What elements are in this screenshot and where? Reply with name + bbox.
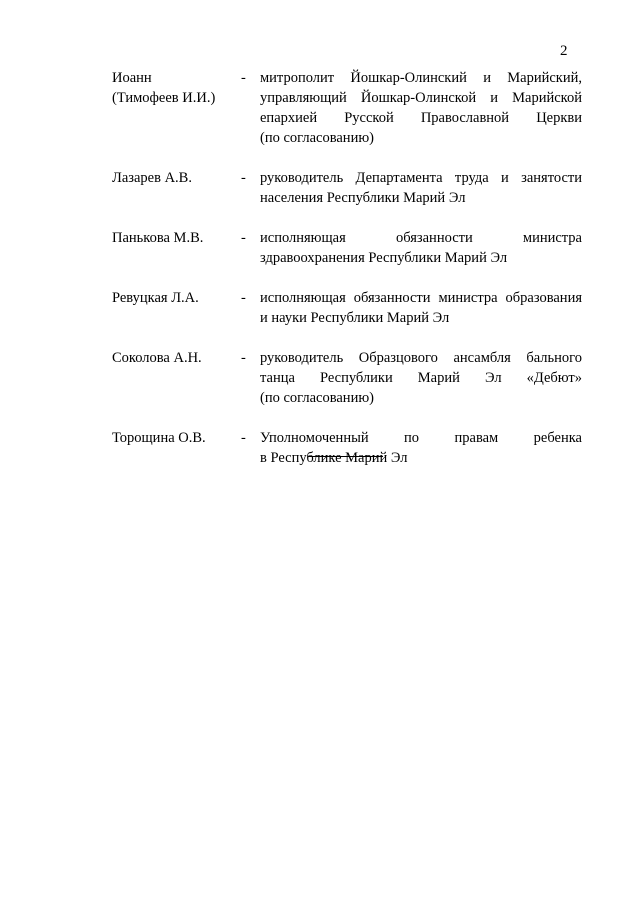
position-line: в Республике Марий Эл (260, 450, 408, 466)
member-name (112, 348, 232, 368)
list-item (112, 288, 582, 328)
position-line: Уполномоченный по правам ребенка (260, 430, 582, 446)
member-name (112, 288, 232, 308)
member-position (260, 68, 582, 148)
member-name-line: Торощина О.В. (112, 430, 206, 446)
position-line: танца Республики Марий Эл «Дебют» (260, 370, 582, 386)
position-line: управляющий Йошкар-Олинской и Марийской (260, 90, 582, 106)
member-name-line: Соколова А.Н. (112, 350, 202, 366)
position-line: руководитель Департамента труда и занятости (260, 170, 582, 186)
member-name (112, 228, 232, 248)
dash-separator: - (241, 430, 246, 446)
dash-separator: - (241, 290, 246, 306)
position-line: исполняющая обязанности министра образования (260, 290, 582, 306)
member-list (112, 68, 582, 488)
position-line: и науки Республики Марий Эл (260, 310, 450, 326)
member-name (112, 68, 232, 108)
member-position (260, 428, 582, 468)
member-name-line: (Тимофеев И.И.) (112, 90, 216, 106)
member-name-line: Панькова М.В. (112, 230, 204, 246)
position-line: исполняющая обязанности министра (260, 230, 582, 246)
member-position (260, 228, 582, 268)
member-position (260, 168, 582, 208)
position-line: населения Республики Марий Эл (260, 190, 466, 206)
member-name (112, 168, 232, 188)
dash-separator: - (241, 70, 246, 86)
position-line: митрополит Йошкар-Олинский и Марийский, (260, 70, 582, 86)
position-line: (по согласованию) (260, 130, 374, 146)
dash-separator: - (241, 230, 246, 246)
member-position (260, 288, 582, 328)
list-item (112, 168, 582, 208)
list-item (112, 68, 582, 148)
list-item (112, 228, 582, 268)
member-name (112, 428, 232, 448)
list-item (112, 348, 582, 408)
member-name-line: Ревуцкая Л.А. (112, 290, 199, 306)
position-line: руководитель Образцового ансамбля бального (260, 350, 582, 366)
dash-separator: - (241, 350, 246, 366)
position-line: (по согласованию) (260, 390, 374, 406)
dash-separator: - (241, 170, 246, 186)
position-line: епархией Русской Православной Церкви (260, 110, 582, 126)
member-position (260, 348, 582, 408)
end-rule-divider (308, 456, 383, 457)
member-name-line: Лазарев А.В. (112, 170, 192, 186)
member-name-line: Иоанн (112, 70, 152, 86)
page-number: 2 (560, 43, 568, 59)
position-line: здравоохранения Республики Марий Эл (260, 250, 508, 266)
list-item (112, 428, 582, 468)
